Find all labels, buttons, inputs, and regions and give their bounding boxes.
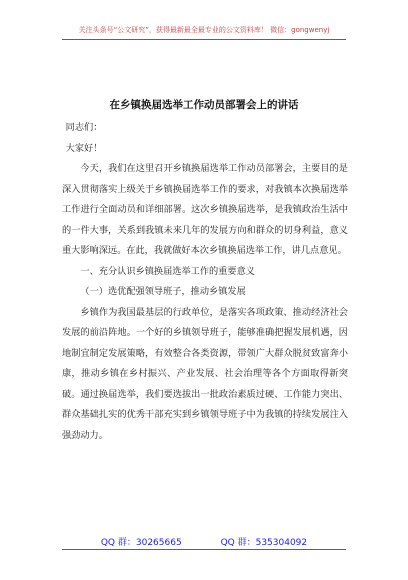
footer-contact [0, 535, 408, 548]
document-body [62, 118, 348, 446]
document-title: 在乡镇换届选举工作动员部署会上的讲话 [109, 99, 299, 111]
footer-divider [62, 549, 346, 550]
footer-qq-group-2: QQ 群：535304092 [220, 538, 308, 548]
greeting-comrades: 同志们： [65, 122, 103, 133]
subsection-heading-1-1: （一）选优配强领导班子，推动乡镇发展 [80, 286, 246, 297]
header-banner: 关注头条号“公文研究”，获得最新最全最专业的公文资料库！ 微信：gongwenyj [78, 26, 330, 34]
footer-qq-group-1: QQ 群：30265665 [100, 538, 182, 548]
greeting-everyone: 大家好！ [65, 142, 103, 154]
section-heading-1: 一、充分认识乡镇换届选举工作的重要意义 [80, 265, 255, 277]
paragraph-opening: 今天，我们在这里召开乡镇换届选举工作动员部署会，主要目的是深入贯彻落实上级关于乡镇换届选举工作的要求，对我镇本次换届选举工作进行全面动员和详细部署。这次乡镇换届选举，是我镇政治生活中的一件大事，关系到我镇未来几年的发展方向和群众的切身利益，意义重大影响深远。在此，我就做好本次乡镇换届选举工作，讲几点意见。 [62, 163, 348, 256]
header-divider [62, 39, 346, 40]
paragraph-township-role: 乡镇作为我国最基层的行政单位，是落实各项政策、推动经济社会发展的前沿阵地。一个好的乡镇领导班子，能够准确把握发展机遇，因地制宜制定发展策略，有效整合各类资源，带领广大群众脱贫致富奔小康，推动乡镇在乡村振兴、产业发展、社会治理等各个方面取得新突破。通过换届选举，我们要选拔出一批政治素质过硬、工作能力突出、群众基础扎实的优秀干部充实到乡镇领导班子中为我镇的持续发展注入强劲动力。 [62, 306, 348, 441]
